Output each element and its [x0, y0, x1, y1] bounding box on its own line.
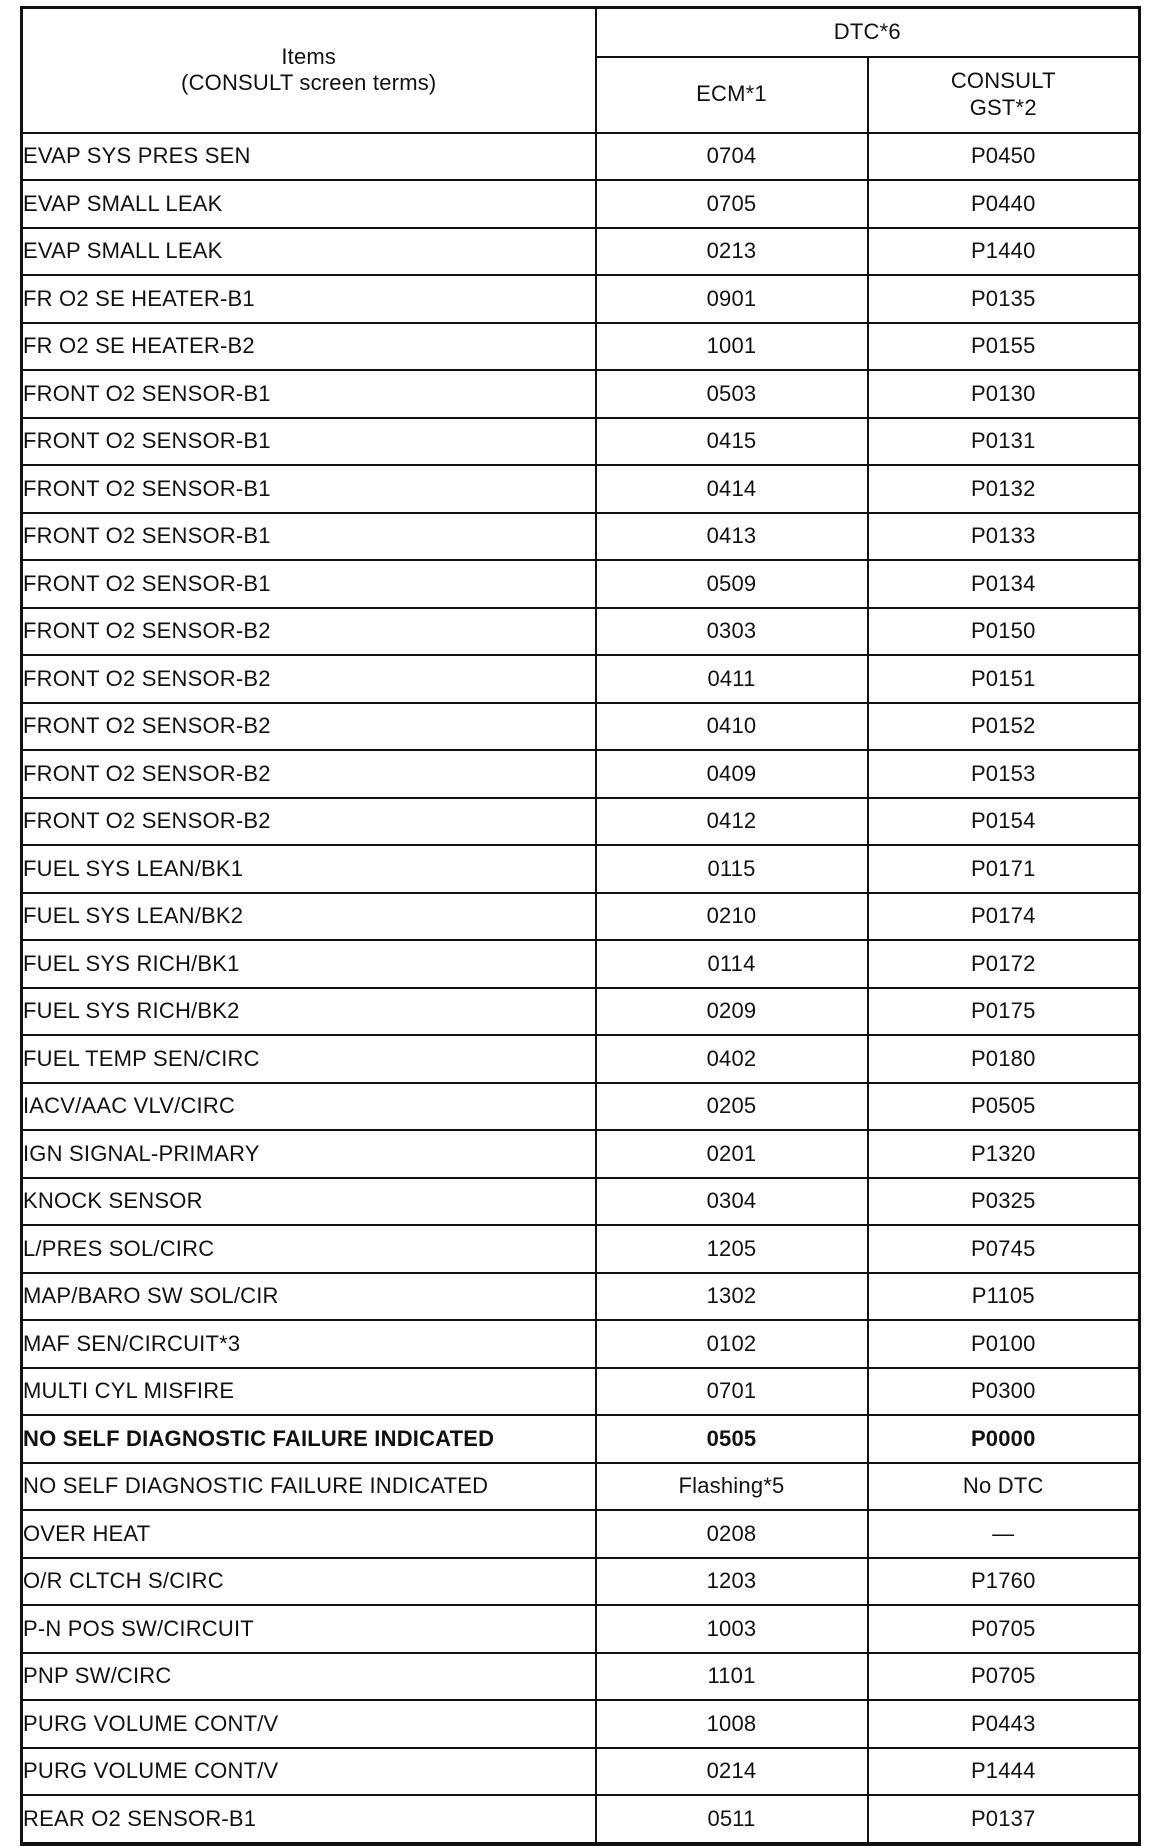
item-cell: MULTI CYL MISFIRE [22, 1368, 596, 1416]
consult-gst-code-cell: P0180 [868, 1035, 1140, 1083]
ecm-code-cell: 0901 [596, 275, 868, 323]
table-row [22, 1748, 1140, 1796]
ecm-code-cell: 0410 [596, 703, 868, 751]
table-row [22, 1178, 1140, 1226]
ecm-code-cell: 0303 [596, 608, 868, 656]
item-cell: FRONT O2 SENSOR-B1 [22, 465, 596, 513]
consult-gst-code-cell: — [868, 1510, 1140, 1558]
item-cell: EVAP SYS PRES SEN [22, 133, 596, 181]
item-cell: FUEL SYS LEAN/BK2 [22, 893, 596, 941]
consult-gst-code-cell: P0705 [868, 1605, 1140, 1653]
ecm-code-cell: 0411 [596, 655, 868, 703]
item-cell: FRONT O2 SENSOR-B1 [22, 418, 596, 466]
consult-gst-code-cell: P0440 [868, 180, 1140, 228]
item-cell: FRONT O2 SENSOR-B2 [22, 750, 596, 798]
ecm-code-cell: Flashing*5 [596, 1463, 868, 1511]
ecm-code-cell: 1205 [596, 1225, 868, 1273]
ecm-code-cell: 0114 [596, 940, 868, 988]
item-cell: IACV/AAC VLV/CIRC [22, 1083, 596, 1131]
table-row [22, 1510, 1140, 1558]
table-row [22, 988, 1140, 1036]
consult-gst-code-cell: P0135 [868, 275, 1140, 323]
consult-gst-code-cell: P1105 [868, 1273, 1140, 1321]
table-row [22, 1463, 1140, 1511]
consult-gst-code-cell: P0100 [868, 1320, 1140, 1368]
consult-gst-code-cell: P0325 [868, 1178, 1140, 1226]
item-cell: FRONT O2 SENSOR-B1 [22, 513, 596, 561]
consult-gst-code-cell: P0443 [868, 1700, 1140, 1748]
ecm-code-cell: 1302 [596, 1273, 868, 1321]
consult-gst-code-cell: P0132 [868, 465, 1140, 513]
consult-gst-code-cell: P0174 [868, 893, 1140, 941]
item-cell: KNOCK SENSOR [22, 1178, 596, 1226]
consult-gst-code-cell: P0300 [868, 1368, 1140, 1416]
ecm-code-cell: 0701 [596, 1368, 868, 1416]
table-row [22, 655, 1140, 703]
consult-gst-code-cell: P0130 [868, 370, 1140, 418]
consult-gst-code-cell: P0154 [868, 798, 1140, 846]
table-row [22, 703, 1140, 751]
table-row [22, 323, 1140, 371]
table-row [22, 1368, 1140, 1416]
ecm-code-cell: 0414 [596, 465, 868, 513]
table-row [22, 750, 1140, 798]
table-row [22, 228, 1140, 276]
item-cell: MAF SEN/CIRCUIT*3 [22, 1320, 596, 1368]
consult-gst-code-cell: P1440 [868, 228, 1140, 276]
table-row [22, 275, 1140, 323]
item-cell: IGN SIGNAL-PRIMARY [22, 1130, 596, 1178]
table-row [22, 1558, 1140, 1606]
consult-gst-code-cell: P0505 [868, 1083, 1140, 1131]
item-cell: FUEL SYS RICH/BK1 [22, 940, 596, 988]
item-cell: PNP SW/CIRC [22, 1653, 596, 1701]
table-row [22, 1700, 1140, 1748]
ecm-code-cell: 1001 [596, 323, 868, 371]
ecm-code-cell: 0208 [596, 1510, 868, 1558]
dtc-column-header: DTC*6 [596, 8, 1140, 57]
item-cell: FUEL SYS RICH/BK2 [22, 988, 596, 1036]
ecm-code-cell: 0115 [596, 845, 868, 893]
table-row [22, 1320, 1140, 1368]
table-row [22, 180, 1140, 228]
item-cell: FUEL SYS LEAN/BK1 [22, 845, 596, 893]
table-row [22, 1605, 1140, 1653]
consult-gst-code-cell: P0705 [868, 1653, 1140, 1701]
ecm-code-cell: 1203 [596, 1558, 868, 1606]
item-cell: L/PRES SOL/CIRC [22, 1225, 596, 1273]
consult-gst-code-cell: P1320 [868, 1130, 1140, 1178]
ecm-code-cell: 0509 [596, 560, 868, 608]
ecm-code-cell: 0209 [596, 988, 868, 1036]
item-cell: FRONT O2 SENSOR-B1 [22, 560, 596, 608]
consult-gst-code-cell: P1760 [868, 1558, 1140, 1606]
item-cell: NO SELF DIAGNOSTIC FAILURE INDICATED [22, 1415, 596, 1463]
ecm-code-cell: 0503 [596, 370, 868, 418]
table-row [22, 798, 1140, 846]
ecm-code-cell: 0102 [596, 1320, 868, 1368]
consult-gst-column-header: CONSULT GST*2 [868, 57, 1140, 133]
consult-gst-code-cell: P0134 [868, 560, 1140, 608]
ecm-code-cell: 0505 [596, 1415, 868, 1463]
consult-gst-code-cell: No DTC [868, 1463, 1140, 1511]
items-column-header: Items (CONSULT screen terms) [22, 8, 596, 133]
consult-gst-code-cell: P0151 [868, 655, 1140, 703]
ecm-code-cell: 0705 [596, 180, 868, 228]
table-row [22, 1415, 1140, 1463]
item-cell: FRONT O2 SENSOR-B2 [22, 798, 596, 846]
item-cell: PURG VOLUME CONT/V [22, 1700, 596, 1748]
ecm-code-cell: 1101 [596, 1653, 868, 1701]
table-row [22, 1225, 1140, 1273]
ecm-code-cell: 0413 [596, 513, 868, 561]
ecm-code-cell: 0214 [596, 1748, 868, 1796]
consult-gst-code-cell: P0137 [868, 1795, 1140, 1844]
table-row [22, 513, 1140, 561]
item-cell: FRONT O2 SENSOR-B2 [22, 703, 596, 751]
table-row [22, 465, 1140, 513]
table-row [22, 1795, 1140, 1844]
table-row [22, 1035, 1140, 1083]
consult-gst-code-cell: P0450 [868, 133, 1140, 181]
ecm-code-cell: 0412 [596, 798, 868, 846]
table-row [22, 560, 1140, 608]
item-cell: OVER HEAT [22, 1510, 596, 1558]
consult-gst-code-cell: P0133 [868, 513, 1140, 561]
ecm-code-cell: 0201 [596, 1130, 868, 1178]
item-cell: FRONT O2 SENSOR-B2 [22, 608, 596, 656]
item-cell: FRONT O2 SENSOR-B2 [22, 655, 596, 703]
consult-gst-code-cell: P0131 [868, 418, 1140, 466]
item-cell: FR O2 SE HEATER-B2 [22, 323, 596, 371]
ecm-code-cell: 0205 [596, 1083, 868, 1131]
table-header [22, 8, 1140, 133]
ecm-code-cell: 1008 [596, 1700, 868, 1748]
item-cell: MAP/BARO SW SOL/CIR [22, 1273, 596, 1321]
item-cell: FRONT O2 SENSOR-B1 [22, 370, 596, 418]
ecm-code-cell: 0415 [596, 418, 868, 466]
table-row [22, 1083, 1140, 1131]
table-row [22, 608, 1140, 656]
consult-gst-code-cell: P1444 [868, 1748, 1140, 1796]
ecm-code-cell: 0402 [596, 1035, 868, 1083]
dtc-table [20, 6, 1141, 1846]
table-row [22, 418, 1140, 466]
table-row [22, 845, 1140, 893]
item-cell: O/R CLTCH S/CIRC [22, 1558, 596, 1606]
ecm-code-cell: 0511 [596, 1795, 868, 1844]
item-cell: P-N POS SW/CIRCUIT [22, 1605, 596, 1653]
item-cell: FUEL TEMP SEN/CIRC [22, 1035, 596, 1083]
ecm-code-cell: 0409 [596, 750, 868, 798]
consult-gst-code-cell: P0155 [868, 323, 1140, 371]
consult-gst-code-cell: P0175 [868, 988, 1140, 1036]
consult-gst-code-cell: P0000 [868, 1415, 1140, 1463]
consult-gst-code-cell: P0172 [868, 940, 1140, 988]
consult-gst-code-cell: P0152 [868, 703, 1140, 751]
dtc-table-sheet [20, 6, 1138, 1846]
table-row [22, 133, 1140, 181]
consult-gst-code-cell: P0171 [868, 845, 1140, 893]
table-row [22, 893, 1140, 941]
consult-gst-code-cell: P0153 [868, 750, 1140, 798]
item-cell: PURG VOLUME CONT/V [22, 1748, 596, 1796]
table-row [22, 370, 1140, 418]
item-cell: REAR O2 SENSOR-B1 [22, 1795, 596, 1844]
ecm-code-cell: 0704 [596, 133, 868, 181]
item-cell: FR O2 SE HEATER-B1 [22, 275, 596, 323]
item-cell: EVAP SMALL LEAK [22, 180, 596, 228]
ecm-code-cell: 0304 [596, 1178, 868, 1226]
consult-gst-code-cell: P0745 [868, 1225, 1140, 1273]
ecm-code-cell: 0213 [596, 228, 868, 276]
ecm-code-cell: 1003 [596, 1605, 868, 1653]
table-row [22, 1273, 1140, 1321]
ecm-column-header: ECM*1 [596, 57, 868, 133]
item-cell: NO SELF DIAGNOSTIC FAILURE INDICATED [22, 1463, 596, 1511]
consult-gst-code-cell: P0150 [868, 608, 1140, 656]
table-row [22, 1653, 1140, 1701]
ecm-code-cell: 0210 [596, 893, 868, 941]
item-cell: EVAP SMALL LEAK [22, 228, 596, 276]
table-body [22, 133, 1140, 1844]
table-row [22, 940, 1140, 988]
table-row [22, 1130, 1140, 1178]
